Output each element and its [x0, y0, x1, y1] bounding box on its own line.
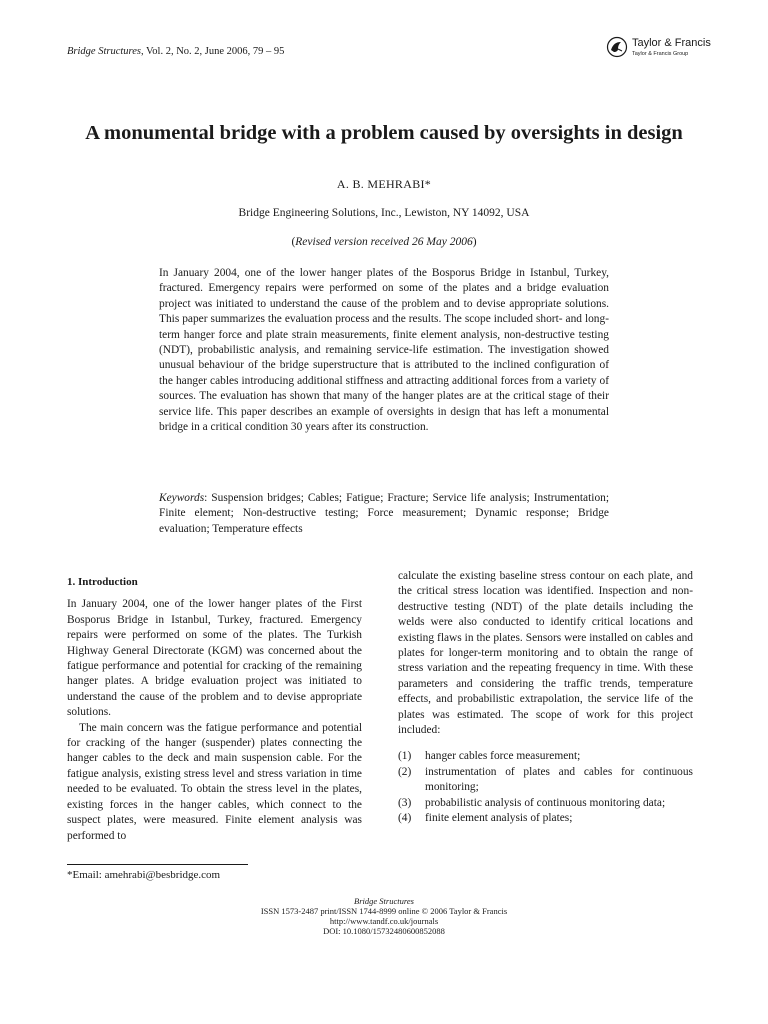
- intro-paragraph-2: The main concern was the fatigue performance and potential for cracking of the hanger (suspender) plates connecting the hanger cables to the deck and main suspension cable. For the fatigue analysis, existing stress level and stress variation in time needed to be evaluated. To obtain the stress level in the plates, existing forces in the hanger cables, which connect to the suspect plates, were measured. Finite element analysis was performed to: [67, 721, 362, 842]
- footer-url: http://www.tandf.co.uk/journals: [329, 916, 439, 926]
- author: A. B. MEHRABI*: [336, 177, 432, 191]
- journal-reference: [67, 46, 284, 57]
- scope-list: [398, 749, 693, 826]
- list-item-number: (3): [398, 796, 412, 809]
- left-column: [67, 575, 362, 844]
- list-item-number: (1): [398, 750, 412, 763]
- journal-details: , Vol. 2, No. 2, June 2006, 79 – 95: [140, 46, 285, 57]
- publisher-name: Taylor & Francis: [632, 37, 711, 49]
- list-item-number: (2): [398, 765, 412, 778]
- right-column-paragraph: calculate the existing baseline stress contour on each plate, and the critical stress location was identified. Inspection and non-destructive testing (NDT) of the plate details including the welds were also conducted to identify critical locations and existing flaws in the plates. Sensors were installed on cables and plates for longer-term monitoring and to obtain the range of stress variation and the repeating frequency in time. With these parameters and considering the traffic trends, temperature effects, and probabilistic extrapolation, the service life of the plates was estimated. The scope of work for this project included:: [398, 570, 693, 737]
- affiliation: Bridge Engineering Solutions, Inc., Lewiston, NY 14092, USA: [238, 207, 530, 219]
- list-item-number: (4): [398, 812, 412, 825]
- list-item-text: probabilistic analysis of continuous monitoring data;: [425, 796, 666, 809]
- keywords: [159, 491, 609, 537]
- list-item-text: finite element analysis of plates;: [425, 812, 573, 825]
- journal-name: Bridge Structures: [67, 46, 141, 57]
- footnote-email: *Email: amehrabi@besbridge.com: [67, 869, 221, 881]
- revision-open-paren: (: [291, 236, 296, 248]
- list-item: [398, 765, 693, 796]
- revision-date-text: Revised version received 26 May 2006: [295, 236, 473, 248]
- keywords-text: : Suspension bridges; Cables; Fatigue; Fracture; Service life analysis; Instrumentation; Finite element; Non-destructive testing; Force measurement; Dynamic response; Bridge evaluation; Temperature effects: [159, 492, 609, 535]
- list-item: [398, 796, 693, 811]
- footer-issn: ISSN 1573-2487 print/ISSN 1744-8999 online © 2006 Taylor & Francis: [260, 906, 508, 916]
- list-item: [398, 749, 693, 764]
- revision-note: [0, 236, 768, 248]
- section-heading-introduction: 1. Introduction: [67, 576, 138, 588]
- publisher-group: Taylor & Francis Group: [632, 51, 689, 57]
- footer-journal-name: Bridge Structures: [354, 896, 414, 906]
- paper-title: A monumental bridge with a problem caused by oversights in design: [85, 122, 683, 144]
- right-column: [398, 569, 693, 827]
- taylor-francis-logo-icon: [606, 36, 628, 58]
- footnote-divider: [67, 864, 248, 865]
- revision-close-paren: ): [472, 236, 477, 248]
- page-footer: [0, 896, 768, 936]
- publisher-logo: [606, 36, 716, 62]
- abstract: In January 2004, one of the lower hanger plates of the Bosporus Bridge in Istanbul, Turkey, fractured. Emergency repairs were performed on some of the plates and a bridge evaluation project was initiated to understand the cause of the problem and to devise appropriate solutions. This paper summarizes the evaluation process and the results. The scope included short- and long-term hanger force and plate strain measurements, finite element analysis, non-destructive testing (NDT), probabilistic analysis, and remaining service-life estimation. The investigation showed unusual behaviour of the bridge superstructure that is attributed to the inclined configuration of the hanger cables introducing additional stiffness and attracting additional forces from a variety of sources. The evaluation has shown that many of the hanger plates are at the critical stage of their service life. This paper describes an example of oversights in design that has left a monumental bridge in a critical condition 30 years after its construction.: [159, 267, 609, 434]
- list-item: [398, 811, 693, 826]
- keywords-label: Keywords: [159, 492, 205, 504]
- intro-paragraph-1: In January 2004, one of the lower hanger plates of the First Bosporus Bridge in Istanbul, Turkey, fractured. Emergency repairs were performed on some of the plates. The Turkish Highway General Directorate (KGM) was concerned about the fatigue performance and potential for cracking of the remaining hanger plates. A bridge evaluation project was initiated to understand the cause of the problem and to devise appropriate solutions.: [67, 598, 362, 719]
- footer-doi: DOI: 10.1080/15732480600852088: [323, 926, 445, 936]
- list-item-text: instrumentation of plates and cables for continuous monitoring;: [425, 765, 693, 794]
- list-item-text: hanger cables force measurement;: [425, 750, 581, 763]
